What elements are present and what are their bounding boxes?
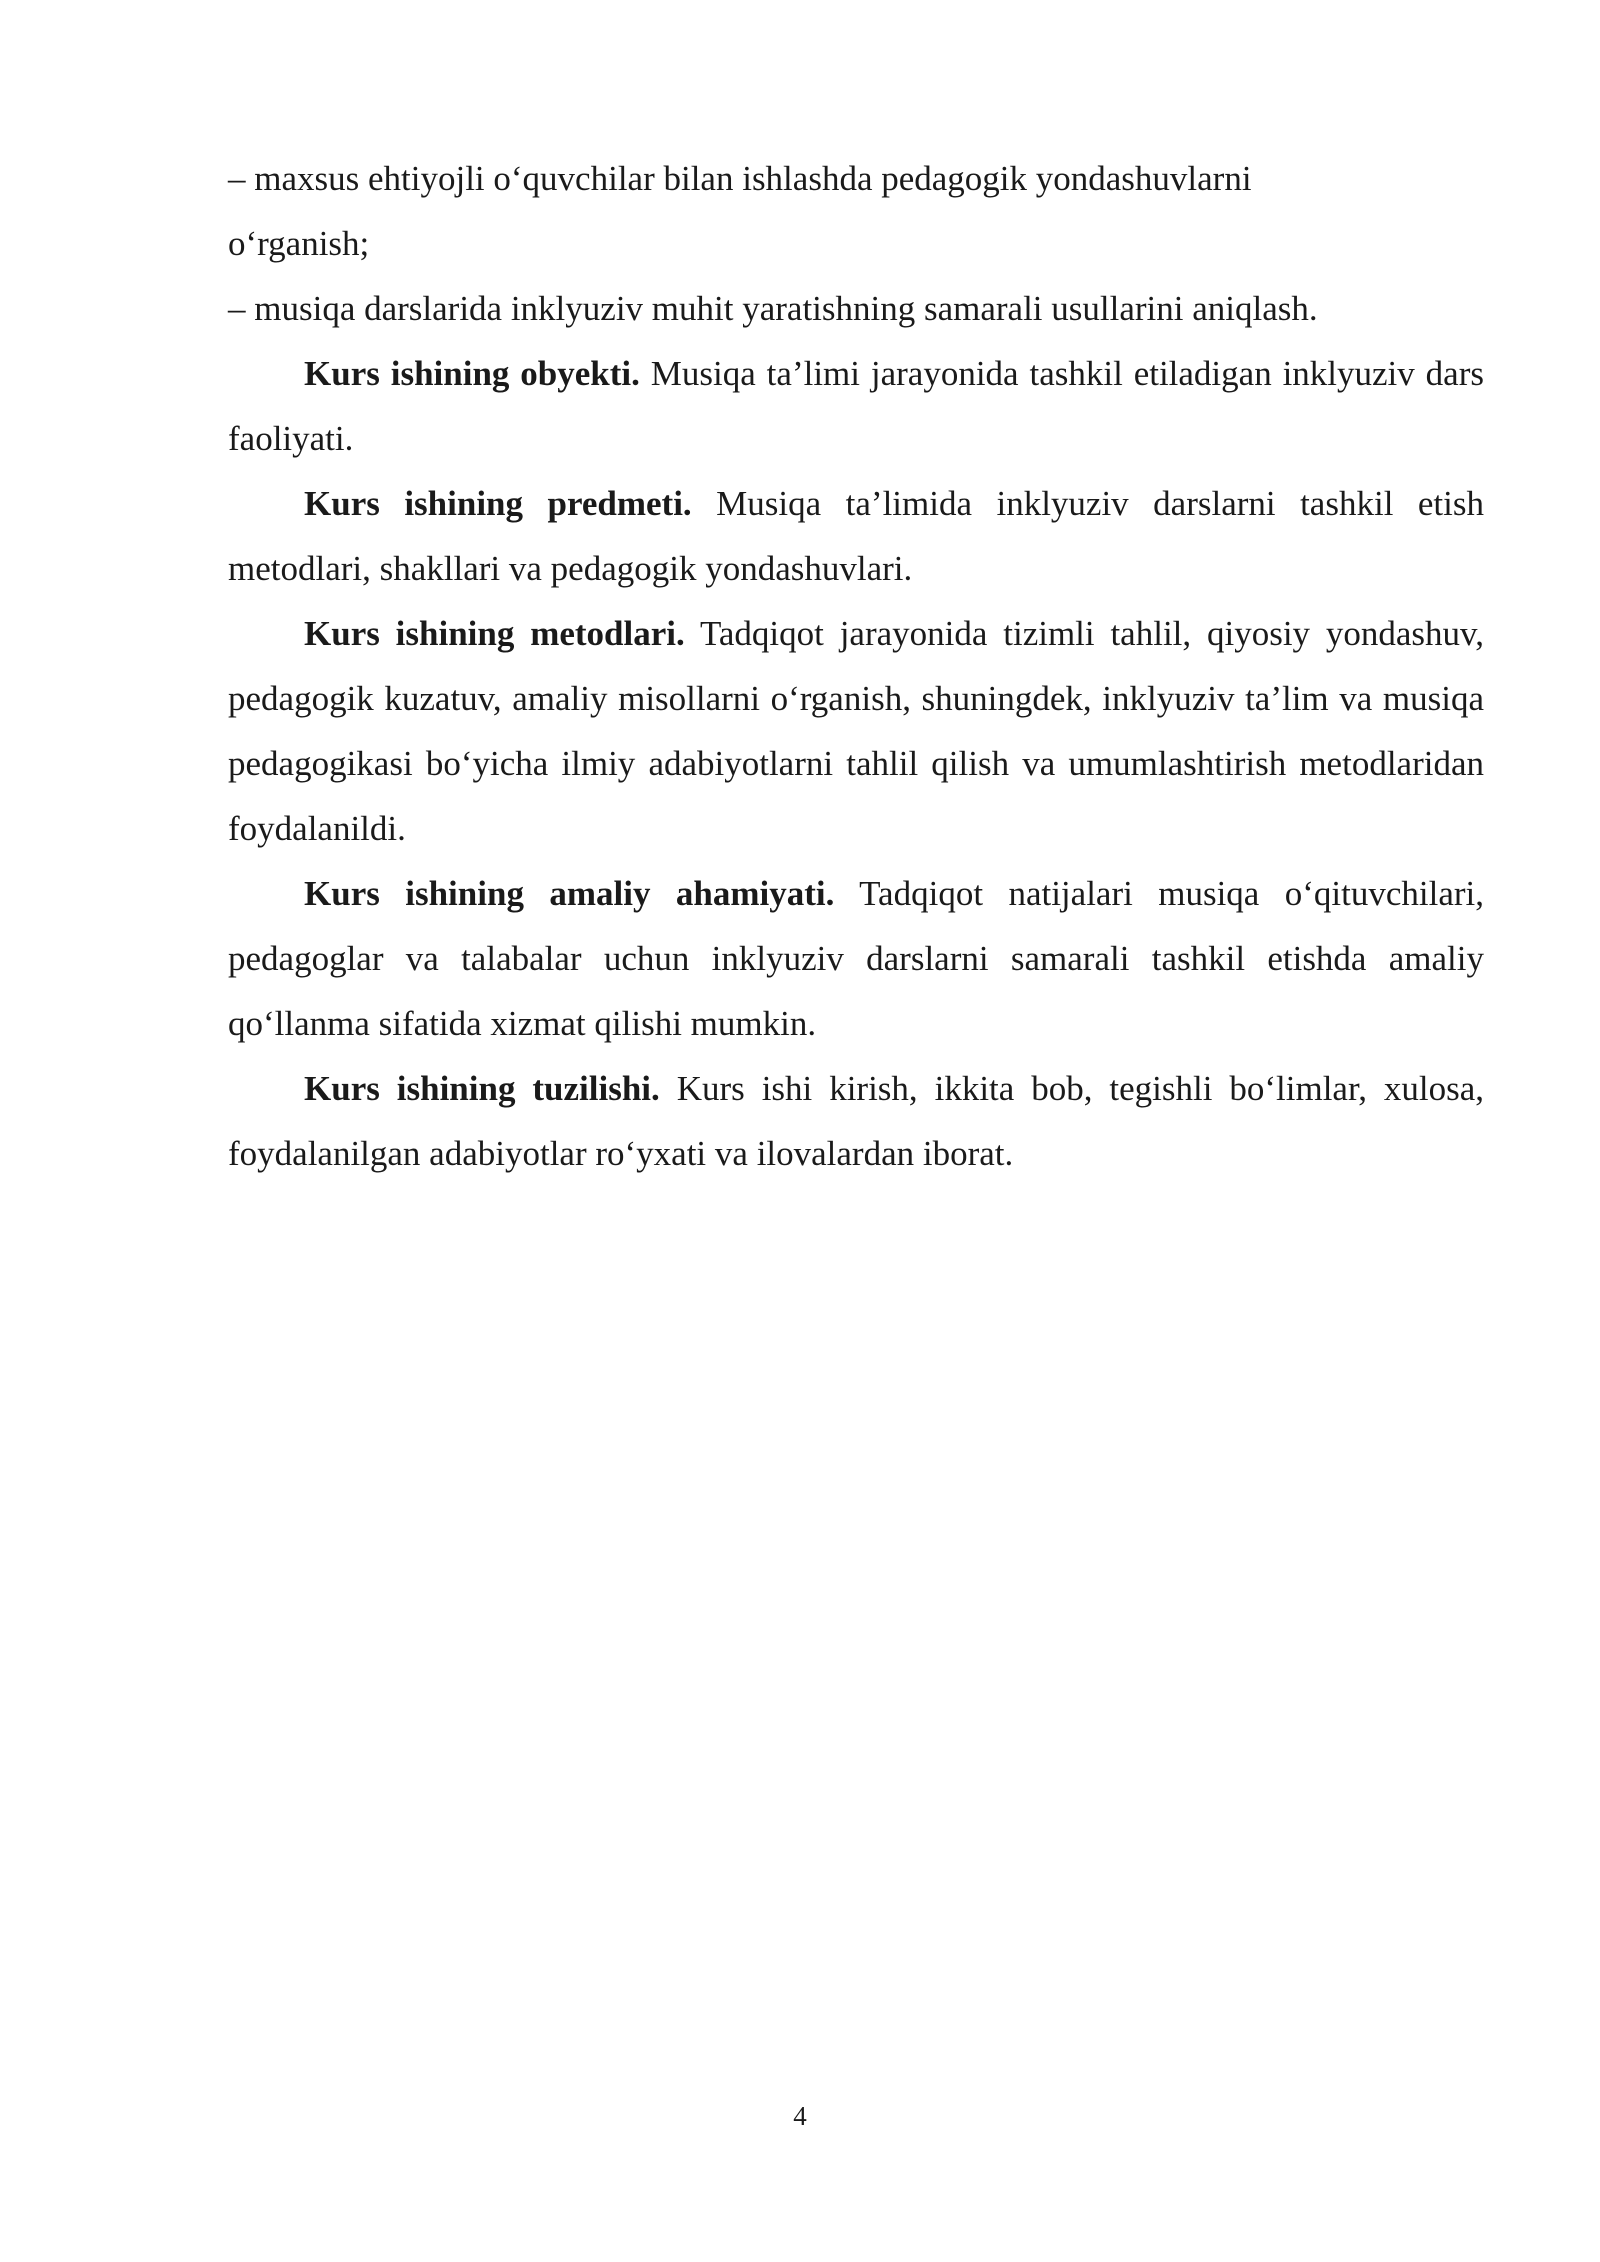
section-practical-significance <box>228 861 1484 1056</box>
section-heading: Kurs ishining tuzilishi. <box>304 1069 660 1108</box>
section-object <box>228 341 1484 471</box>
list-item-continuation: o‘rganish; <box>228 224 370 263</box>
section-text: Kurs ishi kirish, ikkita bob, tegishli bo‘limlar, xulosa, foydalanilgan adabiyotlar ro‘yxati va ilovalardan iborat. <box>228 1069 1485 1173</box>
section-methods <box>228 601 1484 861</box>
section-subject <box>228 471 1484 601</box>
page-number: 4 <box>793 2101 807 2131</box>
section-text: Musiqa ta’limida inklyuziv darslarni tashkil etish metodlari, shakllari va pedagogik yondashuvlari. <box>228 484 1484 588</box>
section-text: Tadqiqot jarayonida tizimli tahlil, qiyosiy yondashuv, pedagogik kuzatuv, amaliy misollarni o‘rganish, shuningdek, inklyuziv ta’lim va musiqa pedagogikasi bo‘yicha ilmiy adabiyotlarni tahlil qilish va umumlashtirish metodlaridan foydalanildi. <box>228 614 1485 848</box>
section-heading: Kurs ishining metodlari. <box>304 614 685 653</box>
page-body <box>228 146 1484 1186</box>
list-item: – musiqa darslarida inklyuziv muhit yaratishning samarali usullarini aniqlash. <box>228 289 1318 328</box>
section-heading: Kurs ishining obyekti. <box>304 354 640 393</box>
list-item: – maxsus ehtiyojli o‘quvchilar bilan ishlashda pedagogik yondashuvlarni <box>228 159 1252 198</box>
section-structure <box>228 1056 1484 1186</box>
section-heading: Kurs ishining amaliy ahamiyati. <box>304 874 835 913</box>
section-text: Tadqiqot natijalari musiqa o‘qituvchilari, pedagoglar va talabalar uchun inklyuziv darslarni samarali tashkil etishda amaliy qo‘llanma sifatida xizmat qilishi mumkin. <box>228 874 1484 1043</box>
section-text: Musiqa ta’limi jarayonida tashkil etiladigan inklyuziv dars faoliyati. <box>228 354 1484 458</box>
section-heading: Kurs ishining predmeti. <box>304 484 692 523</box>
